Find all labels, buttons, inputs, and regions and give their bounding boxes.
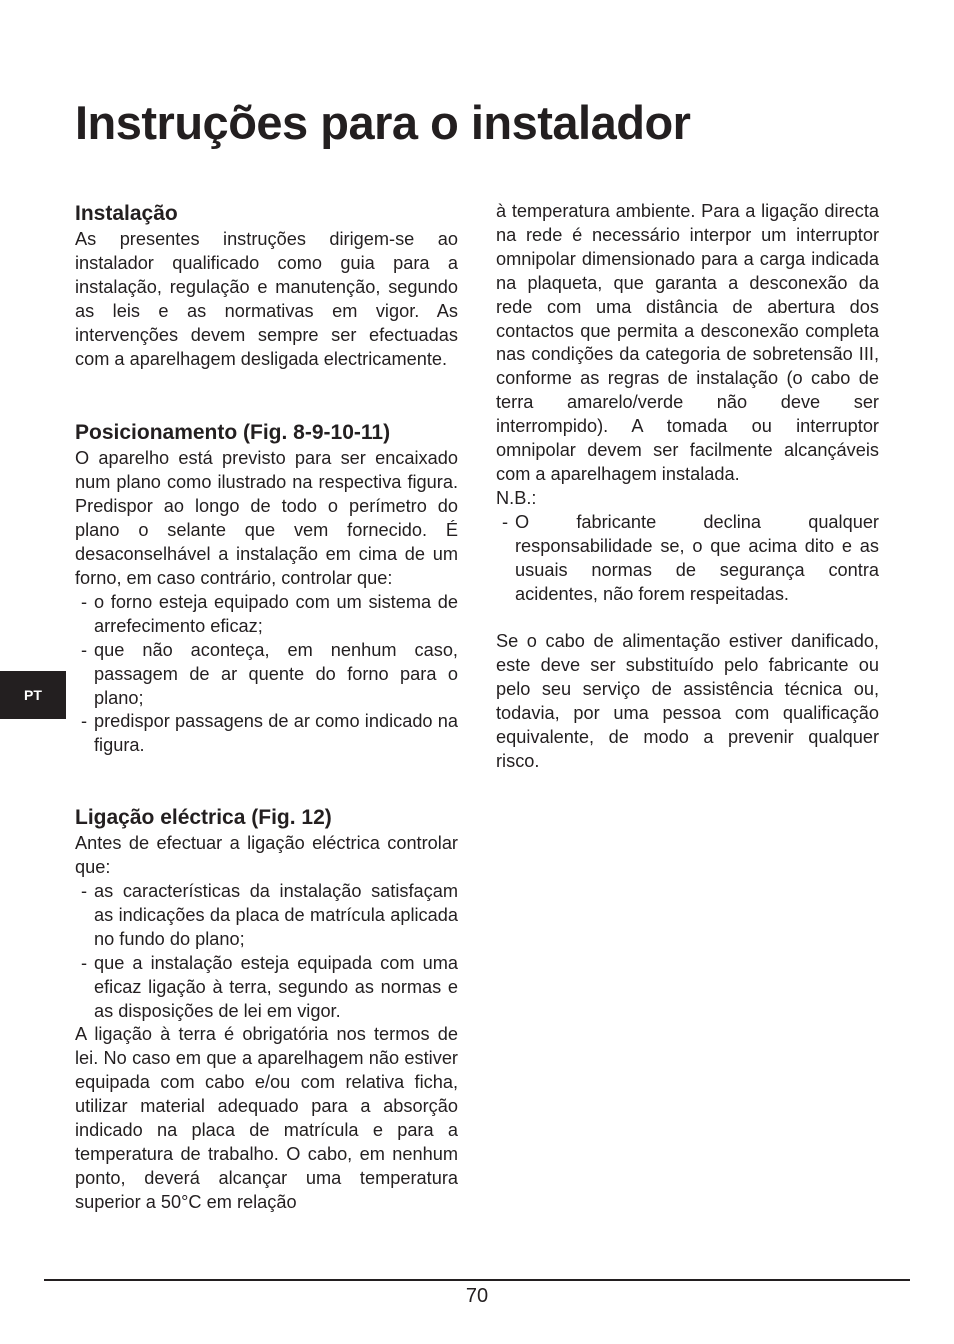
continuation-text: à temperatura ambiente. Para a ligação directa na rede é necessário interpor um interruptor omnipolar dimensionado para a carga indicada na plaqueta, que garanta a desconexão da rede com uma distância de abertura dos contactos que permita a desconexão completa nas condições da categoria de sobretensão III, conforme as regras de instalação (o cabo de terra amarelo/verde não deve ser interrompido). A tomada ou interruptor omnipolar devem ser facilmente alcançáveis com a aparelhagem instalada. bbox=[496, 201, 879, 484]
language-tab: PT bbox=[0, 671, 66, 719]
section-heading-positioning: Posicionamento (Fig. 8-9-10-11) bbox=[75, 421, 391, 445]
electrical-list bbox=[75, 880, 458, 1023]
section-heading-electrical: Ligação eléctrica (Fig. 12) bbox=[75, 806, 332, 830]
left-column bbox=[75, 200, 458, 1215]
page-title: Instruções para o instalador bbox=[75, 96, 691, 149]
installation-text: As presentes instruções dirigem-se ao instalador qualificado como guia para a instalação, regulação e manutenção, segundo as leis e as normativas em vigor. As intervenções devem sempre ser efectuadas com a aparelhagem desligada electricamente. bbox=[75, 229, 458, 369]
list-item: - O fabricante declina qualquer responsabilidade se, o que acima dito e as usuais normas de segurança contra acidentes, não forem respeitadas. bbox=[496, 511, 879, 607]
cable-damage-text: Se o cabo de alimentação estiver danificado, este deve ser substituído pelo fabricante ou pelo seu serviço de assistência técnica ou, todavia, por uma pessoa com qualificação equivalente, de modo a prevenir qualquer risco. bbox=[496, 631, 879, 771]
list-item: - as características da instalação satisfaçam as indicações da placa de matrícula aplicada no fundo do plano; bbox=[75, 880, 458, 952]
nb-label: N.B.: bbox=[496, 487, 537, 508]
positioning-text: O aparelho está previsto para ser encaixado num plano como ilustrado na respectiva figura. Predispor ao longo de todo o perímetro do plano o selante que vem fornecido. É desaconselhável a instalação em cima de um forno, em caso contrário, controlar que: bbox=[75, 448, 458, 588]
footer-divider bbox=[44, 1279, 910, 1281]
nb-list bbox=[496, 511, 879, 607]
electrical-text: Antes de efectuar a ligação eléctrica controlar que: bbox=[75, 833, 458, 878]
list-item: - que a instalação esteja equipada com uma eficaz ligação à terra, segundo as normas e as disposições de lei em vigor. bbox=[75, 952, 458, 1024]
list-item: - que não aconteça, em nenhum caso, passagem de ar quente do forno para o plano; bbox=[75, 639, 458, 711]
section-heading-installation: Instalação bbox=[75, 202, 178, 225]
electrical-text-2: A ligação à terra é obrigatória nos termos de lei. No caso em que a aparelhagem não estiver equipada com cabo e/ou com relativa ficha, utilizar material adequado para a absorção indicado na placa de matrícula e para a temperatura de trabalho. O cabo, em nenhum ponto, deverá alcançar uma temperatura superior a 50°C em relação bbox=[75, 1024, 458, 1212]
list-item: - predispor passagens de ar como indicado na figura. bbox=[75, 710, 458, 758]
page-number: 70 bbox=[465, 1285, 489, 1307]
list-item: - o forno esteja equipado com um sistema de arrefecimento eficaz; bbox=[75, 591, 458, 639]
right-column bbox=[496, 200, 879, 774]
positioning-list bbox=[75, 591, 458, 758]
